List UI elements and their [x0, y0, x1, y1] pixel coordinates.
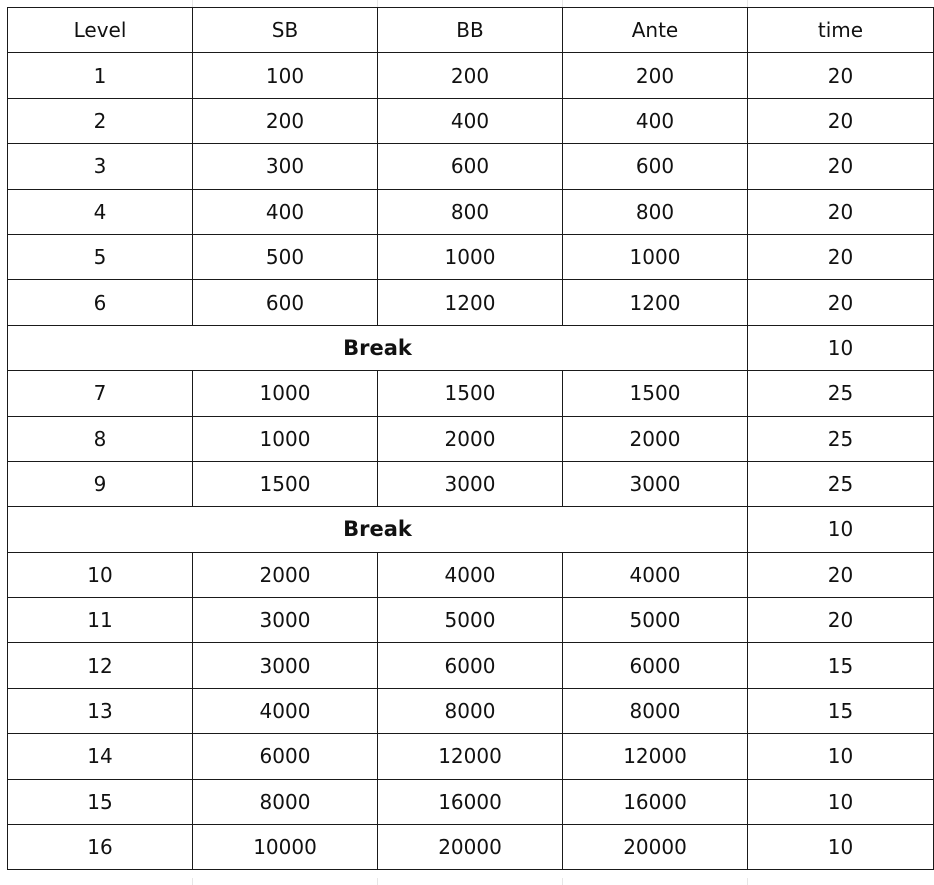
cell-time[interactable]: 20: [748, 598, 934, 643]
cell-time[interactable]: 20: [748, 280, 934, 325]
table-body: [8, 53, 934, 870]
cell-bb[interactable]: 200: [378, 53, 563, 98]
cell-ante[interactable]: 4000: [563, 552, 748, 597]
cell-time[interactable]: 20: [748, 552, 934, 597]
cell-time[interactable]: 20: [748, 53, 934, 98]
cell-sb[interactable]: 1000: [193, 416, 378, 461]
cell-sb[interactable]: 6000: [193, 734, 378, 779]
cell-time[interactable]: 25: [748, 371, 934, 416]
cell-ante[interactable]: 2000: [563, 416, 748, 461]
cell-time[interactable]: 20: [748, 144, 934, 189]
cell-bb[interactable]: 3000: [378, 461, 563, 506]
cell-level[interactable]: 8: [8, 416, 193, 461]
break-row: [8, 325, 934, 370]
table-row: [8, 53, 934, 98]
cell-ante[interactable]: 1500: [563, 371, 748, 416]
cell-level[interactable]: 2: [8, 98, 193, 143]
cell-bb[interactable]: 5000: [378, 598, 563, 643]
table-row: [8, 371, 934, 416]
cell-level[interactable]: 1: [8, 53, 193, 98]
cell-ante[interactable]: 5000: [563, 598, 748, 643]
cell-sb[interactable]: 1000: [193, 371, 378, 416]
table-row: [8, 688, 934, 733]
gridline: [192, 0, 193, 7]
cell-time[interactable]: 25: [748, 461, 934, 506]
cell-time[interactable]: 10: [748, 507, 934, 552]
gridline: [192, 878, 193, 885]
break-label[interactable]: Break: [8, 325, 748, 370]
cell-bb[interactable]: 16000: [378, 779, 563, 824]
gridline: [562, 0, 563, 7]
cell-level[interactable]: 9: [8, 461, 193, 506]
cell-time[interactable]: 10: [748, 779, 934, 824]
break-row: [8, 507, 934, 552]
cell-sb[interactable]: 2000: [193, 552, 378, 597]
table-row: [8, 189, 934, 234]
cell-time[interactable]: 10: [748, 734, 934, 779]
table-row: [8, 416, 934, 461]
cell-sb[interactable]: 100: [193, 53, 378, 98]
cell-sb[interactable]: 3000: [193, 643, 378, 688]
cell-level[interactable]: 14: [8, 734, 193, 779]
cell-ante[interactable]: 1000: [563, 234, 748, 279]
cell-sb[interactable]: 300: [193, 144, 378, 189]
cell-ante[interactable]: 12000: [563, 734, 748, 779]
cell-level[interactable]: 16: [8, 825, 193, 870]
table-row: [8, 234, 934, 279]
cell-sb[interactable]: 4000: [193, 688, 378, 733]
cell-time[interactable]: 10: [748, 825, 934, 870]
cell-sb[interactable]: 1500: [193, 461, 378, 506]
table-row: [8, 98, 934, 143]
cell-time[interactable]: 10: [748, 325, 934, 370]
table-row: [8, 825, 934, 870]
cell-sb[interactable]: 3000: [193, 598, 378, 643]
cell-level[interactable]: 10: [8, 552, 193, 597]
header-time[interactable]: time: [748, 8, 934, 53]
cell-bb[interactable]: 6000: [378, 643, 563, 688]
cell-level[interactable]: 15: [8, 779, 193, 824]
blind-structure-table: [7, 7, 934, 870]
cell-sb[interactable]: 600: [193, 280, 378, 325]
cell-ante[interactable]: 6000: [563, 643, 748, 688]
header-level[interactable]: Level: [8, 8, 193, 53]
cell-ante[interactable]: 8000: [563, 688, 748, 733]
cell-sb[interactable]: 10000: [193, 825, 378, 870]
table-row: [8, 461, 934, 506]
table-row: [8, 643, 934, 688]
cell-level[interactable]: 11: [8, 598, 193, 643]
header-ante[interactable]: Ante: [563, 8, 748, 53]
cell-sb[interactable]: 8000: [193, 779, 378, 824]
cell-bb[interactable]: 1500: [378, 371, 563, 416]
cell-ante[interactable]: 20000: [563, 825, 748, 870]
cell-bb[interactable]: 12000: [378, 734, 563, 779]
cell-bb[interactable]: 800: [378, 189, 563, 234]
table-row: [8, 598, 934, 643]
cell-level[interactable]: 5: [8, 234, 193, 279]
cell-level[interactable]: 3: [8, 144, 193, 189]
gridline: [377, 0, 378, 7]
cell-level[interactable]: 4: [8, 189, 193, 234]
cell-level[interactable]: 12: [8, 643, 193, 688]
cell-ante[interactable]: 400: [563, 98, 748, 143]
cell-sb[interactable]: 200: [193, 98, 378, 143]
cell-bb[interactable]: 8000: [378, 688, 563, 733]
cell-ante[interactable]: 1200: [563, 280, 748, 325]
cell-sb[interactable]: 500: [193, 234, 378, 279]
cell-bb[interactable]: 1000: [378, 234, 563, 279]
cell-bb[interactable]: 600: [378, 144, 563, 189]
cell-bb[interactable]: 4000: [378, 552, 563, 597]
gridline: [747, 878, 748, 885]
cell-level[interactable]: 6: [8, 280, 193, 325]
cell-bb[interactable]: 1200: [378, 280, 563, 325]
cell-ante[interactable]: 16000: [563, 779, 748, 824]
cell-time[interactable]: 20: [748, 234, 934, 279]
cell-time[interactable]: 15: [748, 688, 934, 733]
blind-structure-table-container: [7, 7, 934, 870]
cell-time[interactable]: 20: [748, 98, 934, 143]
cell-level[interactable]: 7: [8, 371, 193, 416]
gridline: [562, 878, 563, 885]
cell-ante[interactable]: 200: [563, 53, 748, 98]
header-sb[interactable]: SB: [193, 8, 378, 53]
gridline: [377, 878, 378, 885]
gridline: [747, 0, 748, 7]
cell-bb[interactable]: 20000: [378, 825, 563, 870]
cell-bb[interactable]: 2000: [378, 416, 563, 461]
table-row: [8, 779, 934, 824]
cell-bb[interactable]: 400: [378, 98, 563, 143]
header-row: [8, 8, 934, 53]
cell-time[interactable]: 25: [748, 416, 934, 461]
table-row: [8, 734, 934, 779]
table-row: [8, 144, 934, 189]
table-row: [8, 552, 934, 597]
cell-ante[interactable]: 800: [563, 189, 748, 234]
break-label[interactable]: Break: [8, 507, 748, 552]
cell-time[interactable]: 20: [748, 189, 934, 234]
cell-ante[interactable]: 3000: [563, 461, 748, 506]
header-bb[interactable]: BB: [378, 8, 563, 53]
cell-ante[interactable]: 600: [563, 144, 748, 189]
table-row: [8, 280, 934, 325]
cell-time[interactable]: 15: [748, 643, 934, 688]
cell-level[interactable]: 13: [8, 688, 193, 733]
cell-sb[interactable]: 400: [193, 189, 378, 234]
